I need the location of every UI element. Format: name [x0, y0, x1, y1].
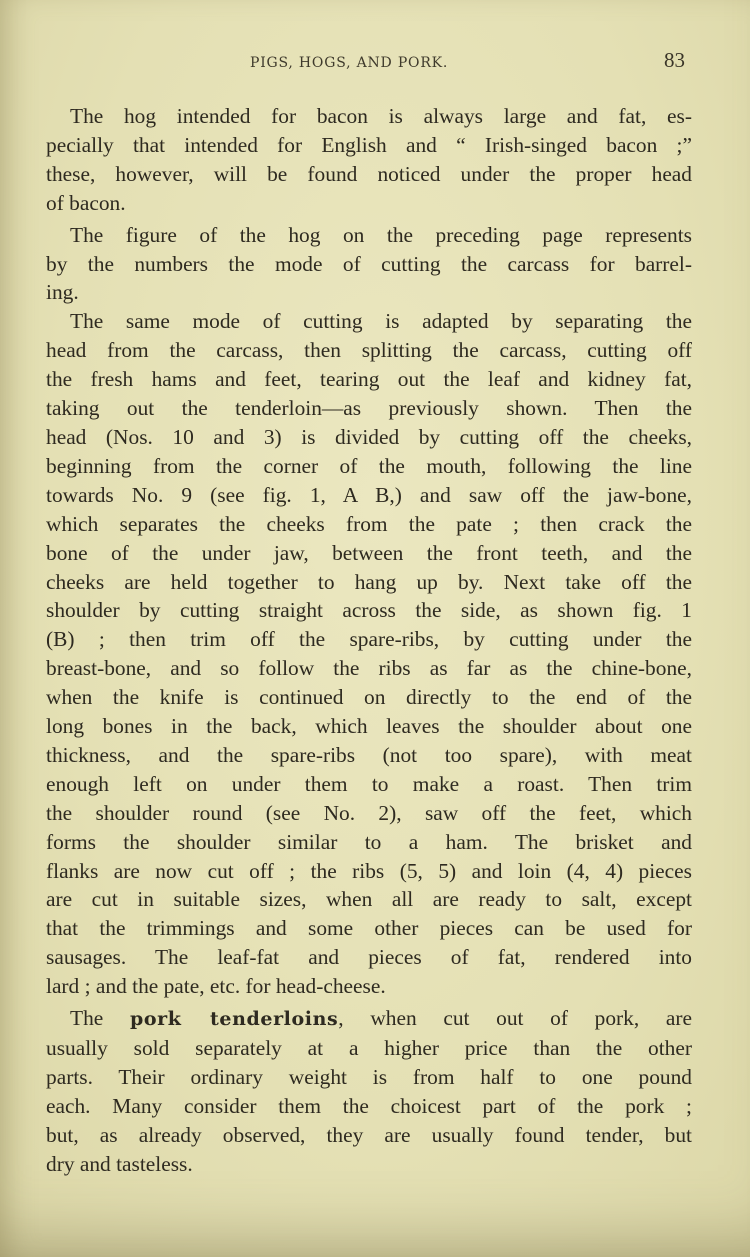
text-line: head from the carcass, then splitting the carcass, cutting off	[46, 338, 692, 363]
text-line: dry and tasteless.	[46, 1151, 193, 1176]
text-line: cheeks are held together to hang up by. Next take off the	[46, 569, 692, 594]
body-text	[46, 102, 692, 1179]
paragraph-cutting-method	[46, 307, 692, 1001]
paragraph-bacon	[46, 102, 692, 218]
text-line: towards No. 9 (see fig. 1, A B,) and saw off the jaw-bone,	[46, 482, 692, 507]
text-line: sausages. The leaf-fat and pieces of fat, rendered into	[46, 945, 692, 970]
line-prefix: The	[70, 1006, 130, 1031]
text-line: shoulder by cutting straight across the side, as shown fig. 1	[46, 598, 692, 623]
text-line: these, however, will be found noticed under the proper head	[46, 161, 692, 186]
text-line: long bones in the back, which leaves the shoulder about one	[46, 714, 692, 739]
bold-term-pork-tenderloins: pork tenderloins	[129, 1008, 339, 1031]
text-line: usually sold separately at a higher price than the other	[46, 1036, 692, 1060]
text-line: are cut in suitable sizes, when all are ready to salt, except	[46, 887, 692, 912]
text-line: The same mode of cutting is adapted by separating the	[70, 309, 692, 334]
text-line: the fresh hams and feet, tearing out the leaf and kidney fat,	[46, 367, 692, 392]
text-line: thickness, and the spare-ribs (not too spare), with meat	[46, 742, 692, 767]
text-line: each. Many consider them the choicest part of the pork ;	[46, 1093, 692, 1118]
text-line: enough left on under them to make a roast. Then trim	[46, 771, 692, 796]
paragraph-tenderloins	[46, 1004, 692, 1178]
page-number: 83	[664, 48, 685, 72]
text-line: flanks are now cut off ; the ribs (5, 5) and loin (4, 4) pieces	[46, 858, 692, 883]
paragraph-figure	[46, 221, 692, 308]
text-line: by the numbers the mode of cutting the carcass for barrel-	[46, 251, 692, 276]
text-line: The figure of the hog on the preceding page represents	[70, 222, 692, 247]
text-line: (B) ; then trim off the spare-ribs, by cutting under the	[46, 627, 692, 652]
line-suffix: , when cut out of pork, are	[338, 1006, 692, 1031]
text-line: which separates the cheeks from the pate ; then crack the	[46, 511, 692, 536]
text-line: pecially that intended for English and “ Irish-singed bacon ;”	[46, 132, 692, 157]
text-line-with-term	[46, 1004, 692, 1034]
text-line: beginning from the corner of the mouth, following the line	[46, 453, 692, 478]
text-line: forms the shoulder similar to a ham. The brisket and	[46, 829, 692, 854]
text-line: lard ; and the pate, etc. for head-cheese.	[46, 974, 386, 999]
text-line: parts. Their ordinary weight is from half to one pound	[46, 1064, 692, 1089]
text-line: head (Nos. 10 and 3) is divided by cutting off the cheeks,	[46, 424, 692, 449]
text-line: the shoulder round (see No. 2), saw off the feet, which	[46, 800, 692, 825]
text-line: that the trimmings and some other pieces can be used for	[46, 916, 692, 941]
text-line: ing.	[46, 280, 79, 305]
text-line: taking out the tenderloin—as previously shown. Then the	[46, 396, 692, 421]
running-title: PIGS, HOGS, AND PORK.	[250, 55, 449, 71]
text-line: The hog intended for bacon is always large and fat, es-	[70, 104, 692, 128]
text-line: of bacon.	[46, 190, 126, 215]
text-line: when the knife is continued on directly to the end of the	[46, 685, 692, 710]
text-line: breast-bone, and so follow the ribs as far as the chine-bone,	[46, 656, 692, 681]
text-line: but, as already observed, they are usually found tender, but	[46, 1122, 692, 1147]
text-line: bone of the under jaw, between the front teeth, and the	[46, 540, 692, 565]
